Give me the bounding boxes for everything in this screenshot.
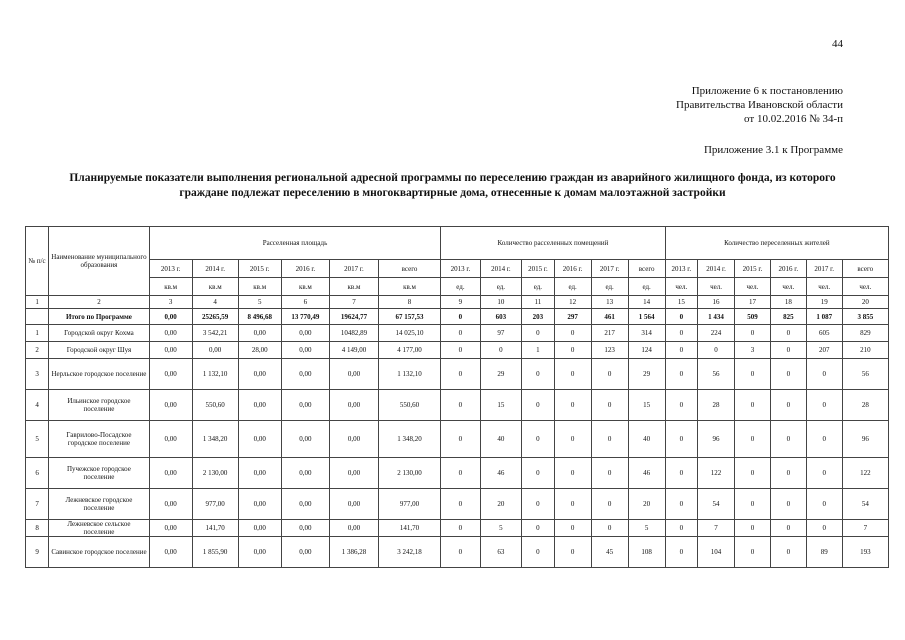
table-cell: 28,00 <box>238 342 281 359</box>
table-cell: 0 <box>665 537 697 568</box>
table-cell: 0,00 <box>149 421 192 458</box>
column-number: 17 <box>735 296 771 309</box>
table-cell: 40 <box>628 421 665 458</box>
table-cell: 0,00 <box>149 520 192 537</box>
year-header-rooms: 2017 г. <box>591 260 628 278</box>
table-cell: 54 <box>698 489 735 520</box>
year-header-area: 2016 г. <box>281 260 330 278</box>
table-cell: 0 <box>735 390 771 421</box>
year-header-people: 2015 г. <box>735 260 771 278</box>
row-number: 7 <box>26 489 49 520</box>
table-cell: 96 <box>698 421 735 458</box>
municipality-name: Городской округ Шуя <box>49 342 150 359</box>
table-cell: 20 <box>628 489 665 520</box>
table-cell: 0 <box>480 342 522 359</box>
table-cell: 0,00 <box>149 359 192 390</box>
column-number: 12 <box>554 296 591 309</box>
table-cell: 104 <box>698 537 735 568</box>
group-header-rooms: Количество расселенных помещений <box>441 227 665 260</box>
column-number: 13 <box>591 296 628 309</box>
row-number: 9 <box>26 537 49 568</box>
approval-block <box>676 84 843 126</box>
total-value: 509 <box>735 309 771 325</box>
table-cell: 5 <box>628 520 665 537</box>
table-cell: 550,60 <box>192 390 238 421</box>
total-value: 0,00 <box>149 309 192 325</box>
table-cell: 0,00 <box>238 537 281 568</box>
unit-header-rooms: ед. <box>628 278 665 296</box>
table-cell: 97 <box>480 325 522 342</box>
table-cell: 122 <box>842 458 888 489</box>
unit-header-people: чел. <box>735 278 771 296</box>
table-cell: 0 <box>806 359 842 390</box>
table-cell: 0,00 <box>330 359 379 390</box>
table-cell: 0 <box>441 489 480 520</box>
unit-header-people: чел. <box>665 278 697 296</box>
table-cell: 29 <box>628 359 665 390</box>
table-cell: 0,00 <box>281 342 330 359</box>
table-cell: 0 <box>554 342 591 359</box>
column-number: 14 <box>628 296 665 309</box>
total-value: 3 855 <box>842 309 888 325</box>
table-cell: 0 <box>554 359 591 390</box>
table-cell: 550,60 <box>378 390 440 421</box>
column-number: 16 <box>698 296 735 309</box>
total-value: 67 157,53 <box>378 309 440 325</box>
column-number: 4 <box>192 296 238 309</box>
year-header-rooms: 2013 г. <box>441 260 480 278</box>
table-cell: 0 <box>522 537 554 568</box>
unit-header-area: кв.м <box>238 278 281 296</box>
table-cell: 0,00 <box>281 325 330 342</box>
table-cell: 1 132,10 <box>192 359 238 390</box>
table-cell: 124 <box>628 342 665 359</box>
total-value: 13 770,49 <box>281 309 330 325</box>
table-cell: 0 <box>554 537 591 568</box>
row-number: 1 <box>26 325 49 342</box>
table-cell: 0 <box>735 520 771 537</box>
table-cell: 0 <box>770 342 806 359</box>
table-cell: 0 <box>591 458 628 489</box>
table-row <box>26 489 889 520</box>
table-cell: 0,00 <box>238 421 281 458</box>
table-cell: 977,00 <box>378 489 440 520</box>
table-cell: 0 <box>806 390 842 421</box>
total-value: 8 496,68 <box>238 309 281 325</box>
table-cell: 89 <box>806 537 842 568</box>
column-number-row <box>26 296 889 309</box>
row-number: 4 <box>26 390 49 421</box>
table-cell: 0 <box>770 537 806 568</box>
table-cell: 15 <box>628 390 665 421</box>
table-cell: 28 <box>698 390 735 421</box>
table-cell: 193 <box>842 537 888 568</box>
municipality-name: Гаврилово-Посадское городское поселение <box>49 421 150 458</box>
table-cell: 46 <box>480 458 522 489</box>
table-cell: 0 <box>806 520 842 537</box>
table-cell: 45 <box>591 537 628 568</box>
table-cell: 0,00 <box>149 325 192 342</box>
total-value: 19624,77 <box>330 309 379 325</box>
table-cell: 0 <box>554 520 591 537</box>
municipality-name: Лежневское городское поселение <box>49 489 150 520</box>
row-number: 6 <box>26 458 49 489</box>
year-header-area: 2015 г. <box>238 260 281 278</box>
year-header-people: всего <box>842 260 888 278</box>
table-cell: 0 <box>522 520 554 537</box>
table-cell: 0,00 <box>330 489 379 520</box>
table-cell: 0 <box>554 325 591 342</box>
year-header-area: 2014 г. <box>192 260 238 278</box>
table-cell: 0 <box>770 520 806 537</box>
table-cell: 0 <box>665 325 697 342</box>
table-cell: 0,00 <box>281 537 330 568</box>
table-cell: 0 <box>554 489 591 520</box>
indicators-table <box>25 226 889 568</box>
year-header-people: 2014 г. <box>698 260 735 278</box>
column-number: 3 <box>149 296 192 309</box>
unit-header-people: чел. <box>842 278 888 296</box>
column-number: 20 <box>842 296 888 309</box>
table-cell: 0,00 <box>330 421 379 458</box>
table-cell: 0 <box>665 520 697 537</box>
table-cell: 4 149,00 <box>330 342 379 359</box>
table-cell: 207 <box>806 342 842 359</box>
table-cell: 14 025,10 <box>378 325 440 342</box>
table-cell: 0 <box>665 359 697 390</box>
unit-header-area: кв.м <box>378 278 440 296</box>
column-number: 9 <box>441 296 480 309</box>
unit-header-rooms: ед. <box>591 278 628 296</box>
year-header-people: 2017 г. <box>806 260 842 278</box>
table-cell: 10482,89 <box>330 325 379 342</box>
table-cell: 0 <box>554 390 591 421</box>
unit-header-area: кв.м <box>281 278 330 296</box>
year-header-people: 2013 г. <box>665 260 697 278</box>
row-number: 8 <box>26 520 49 537</box>
table-cell: 0 <box>591 421 628 458</box>
table-cell: 54 <box>842 489 888 520</box>
column-number: 19 <box>806 296 842 309</box>
table-cell: 0 <box>665 390 697 421</box>
unit-header-area: кв.м <box>330 278 379 296</box>
year-header-rooms: всего <box>628 260 665 278</box>
table-cell: 0,00 <box>238 325 281 342</box>
municipality-name: Нерльское городское поселение <box>49 359 150 390</box>
col-header-no: № п/с <box>26 227 49 296</box>
total-value: 603 <box>480 309 522 325</box>
column-number: 18 <box>770 296 806 309</box>
approval-line: Приложение 6 к постановлению <box>691 85 843 97</box>
table-cell: 217 <box>591 325 628 342</box>
table-cell: 0 <box>522 421 554 458</box>
table-cell: 1 386,28 <box>330 537 379 568</box>
table-cell: 605 <box>806 325 842 342</box>
column-number: 11 <box>522 296 554 309</box>
unit-header-area: кв.м <box>192 278 238 296</box>
table-cell: 0 <box>522 489 554 520</box>
municipality-name: Пучежское городское поселение <box>49 458 150 489</box>
table-cell: 0 <box>522 458 554 489</box>
table-cell: 0,00 <box>238 458 281 489</box>
table-cell: 0 <box>735 458 771 489</box>
unit-header-people: чел. <box>770 278 806 296</box>
table-cell: 0 <box>441 359 480 390</box>
column-number: 1 <box>26 296 49 309</box>
table-cell: 7 <box>698 520 735 537</box>
table-cell: 0 <box>770 421 806 458</box>
table-cell: 3 <box>735 342 771 359</box>
table-cell: 46 <box>628 458 665 489</box>
unit-header-people: чел. <box>806 278 842 296</box>
table-cell: 2 130,00 <box>378 458 440 489</box>
table-cell: 0 <box>591 359 628 390</box>
row-number: 5 <box>26 421 49 458</box>
year-header-area: всего <box>378 260 440 278</box>
table-cell: 0 <box>806 421 842 458</box>
table-cell: 63 <box>480 537 522 568</box>
table-row <box>26 390 889 421</box>
table-cell: 0,00 <box>149 489 192 520</box>
table-cell: 15 <box>480 390 522 421</box>
table-cell: 3 542,21 <box>192 325 238 342</box>
column-number: 8 <box>378 296 440 309</box>
year-header-rooms: 2014 г. <box>480 260 522 278</box>
table-row <box>26 342 889 359</box>
table-cell: 0 <box>522 359 554 390</box>
table-cell: 224 <box>698 325 735 342</box>
table-cell: 0 <box>735 325 771 342</box>
table-cell: 0,00 <box>281 520 330 537</box>
column-number: 15 <box>665 296 697 309</box>
table-cell: 0 <box>554 458 591 489</box>
table-cell: 0 <box>770 390 806 421</box>
table-row <box>26 325 889 342</box>
table-cell: 0 <box>441 421 480 458</box>
table-cell: 0 <box>770 359 806 390</box>
page-number: 44 <box>832 38 843 50</box>
total-value: 1 087 <box>806 309 842 325</box>
total-label: Итого по Программе <box>49 309 150 325</box>
table-cell: 0 <box>441 390 480 421</box>
table-cell: 0 <box>441 520 480 537</box>
table-row <box>26 537 889 568</box>
table-cell: 122 <box>698 458 735 489</box>
unit-header-rooms: ед. <box>480 278 522 296</box>
table-cell: 210 <box>842 342 888 359</box>
unit-header-rooms: ед. <box>522 278 554 296</box>
table-row <box>26 359 889 390</box>
column-number: 10 <box>480 296 522 309</box>
table-cell: 0 <box>770 325 806 342</box>
table-cell: 0,00 <box>238 359 281 390</box>
table-cell: 1 132,10 <box>378 359 440 390</box>
table-cell: 141,70 <box>378 520 440 537</box>
table-cell: 108 <box>628 537 665 568</box>
table-cell: 0,00 <box>281 359 330 390</box>
table-cell: 0,00 <box>281 458 330 489</box>
table-cell: 0 <box>441 458 480 489</box>
table-cell: 0 <box>770 458 806 489</box>
table-cell: 0,00 <box>149 537 192 568</box>
table-cell: 0 <box>441 342 480 359</box>
municipality-name: Савинское городское поселение <box>49 537 150 568</box>
table-cell: 0 <box>522 390 554 421</box>
year-header-people: 2016 г. <box>770 260 806 278</box>
total-value: 825 <box>770 309 806 325</box>
municipality-name: Лежневское сельское поселение <box>49 520 150 537</box>
table-cell: 0 <box>591 390 628 421</box>
table-cell: 0,00 <box>149 342 192 359</box>
table-cell: 1 <box>522 342 554 359</box>
table-cell: 0 <box>665 489 697 520</box>
table-cell: 0 <box>735 489 771 520</box>
unit-header-people: чел. <box>698 278 735 296</box>
table-cell: 28 <box>842 390 888 421</box>
column-number: 5 <box>238 296 281 309</box>
document-title: Планируемые показатели выполнения региональной адресной программы по переселению граждан из аварийного жилищного фонда, из которого граждане подлежат переселению в многоквартирные дома, отнесенные к домам малоэтажной застройки <box>69 172 836 199</box>
table-cell: 0,00 <box>330 458 379 489</box>
table-cell: 0 <box>665 421 697 458</box>
total-value: 1 564 <box>628 309 665 325</box>
group-header-area: Расселенная площадь <box>149 227 441 260</box>
table-cell: 0 <box>735 421 771 458</box>
table-cell: 0 <box>441 325 480 342</box>
table-cell: 0 <box>665 458 697 489</box>
row-number: 3 <box>26 359 49 390</box>
table-cell: 0 <box>665 342 697 359</box>
table-cell: 56 <box>842 359 888 390</box>
column-number: 2 <box>49 296 150 309</box>
table-cell: 141,70 <box>192 520 238 537</box>
approval-line: Правительства Ивановской области <box>676 99 843 111</box>
table-cell: 0,00 <box>281 489 330 520</box>
unit-header-rooms: ед. <box>554 278 591 296</box>
table-cell: 29 <box>480 359 522 390</box>
table-cell: 0,00 <box>281 421 330 458</box>
appendix-label: Приложение 3.1 к Программе <box>703 144 843 156</box>
table-cell: 40 <box>480 421 522 458</box>
year-header-rooms: 2015 г. <box>522 260 554 278</box>
table-cell: 0 <box>554 421 591 458</box>
table-cell: 0 <box>735 359 771 390</box>
total-value: 461 <box>591 309 628 325</box>
table-cell: 0 <box>770 489 806 520</box>
table-cell: 0,00 <box>281 390 330 421</box>
table-cell: 2 130,00 <box>192 458 238 489</box>
column-number: 6 <box>281 296 330 309</box>
col-header-municipality: Наименование муниципального образования <box>49 227 150 296</box>
total-value: 1 434 <box>698 309 735 325</box>
table-row <box>26 421 889 458</box>
total-value: 297 <box>554 309 591 325</box>
table-cell: 0 <box>698 342 735 359</box>
table-cell: 0 <box>806 458 842 489</box>
year-header-area: 2013 г. <box>149 260 192 278</box>
table-cell: 0 <box>591 489 628 520</box>
table-cell: 0 <box>522 325 554 342</box>
unit-header-area: кв.м <box>149 278 192 296</box>
table-cell: 0,00 <box>192 342 238 359</box>
table-cell: 0,00 <box>149 458 192 489</box>
table-row <box>26 458 889 489</box>
table-cell: 314 <box>628 325 665 342</box>
table-cell: 96 <box>842 421 888 458</box>
table-cell: 7 <box>842 520 888 537</box>
unit-header-rooms: ед. <box>441 278 480 296</box>
table-cell: 123 <box>591 342 628 359</box>
column-number: 7 <box>330 296 379 309</box>
table-cell: 1 348,20 <box>192 421 238 458</box>
table-cell: 4 177,00 <box>378 342 440 359</box>
row-number <box>26 309 49 325</box>
table-cell: 0,00 <box>149 390 192 421</box>
total-value: 203 <box>522 309 554 325</box>
approval-line: от 10.02.2016 № 34-п <box>744 113 843 125</box>
total-value: 0 <box>665 309 697 325</box>
table-cell: 829 <box>842 325 888 342</box>
table-cell: 0,00 <box>238 489 281 520</box>
table-row <box>26 520 889 537</box>
year-header-area: 2017 г. <box>330 260 379 278</box>
table-cell: 20 <box>480 489 522 520</box>
table-cell: 0 <box>735 537 771 568</box>
total-value: 0 <box>441 309 480 325</box>
table-cell: 0,00 <box>330 520 379 537</box>
municipality-name: Ильинское городское поселение <box>49 390 150 421</box>
table-cell: 977,00 <box>192 489 238 520</box>
table-cell: 1 855,90 <box>192 537 238 568</box>
municipality-name: Городской округ Кохма <box>49 325 150 342</box>
table-cell: 5 <box>480 520 522 537</box>
table-cell: 56 <box>698 359 735 390</box>
table-cell: 0,00 <box>238 520 281 537</box>
table-cell: 1 348,20 <box>378 421 440 458</box>
table-cell: 3 242,18 <box>378 537 440 568</box>
total-value: 25265,59 <box>192 309 238 325</box>
total-row <box>26 309 889 325</box>
table-cell: 0 <box>441 537 480 568</box>
year-header-rooms: 2016 г. <box>554 260 591 278</box>
table-cell: 0 <box>806 489 842 520</box>
group-header-people: Количество переселенных жителей <box>665 227 888 260</box>
table-cell: 0 <box>591 520 628 537</box>
table-cell: 0,00 <box>238 390 281 421</box>
row-number: 2 <box>26 342 49 359</box>
table-cell: 0,00 <box>330 390 379 421</box>
